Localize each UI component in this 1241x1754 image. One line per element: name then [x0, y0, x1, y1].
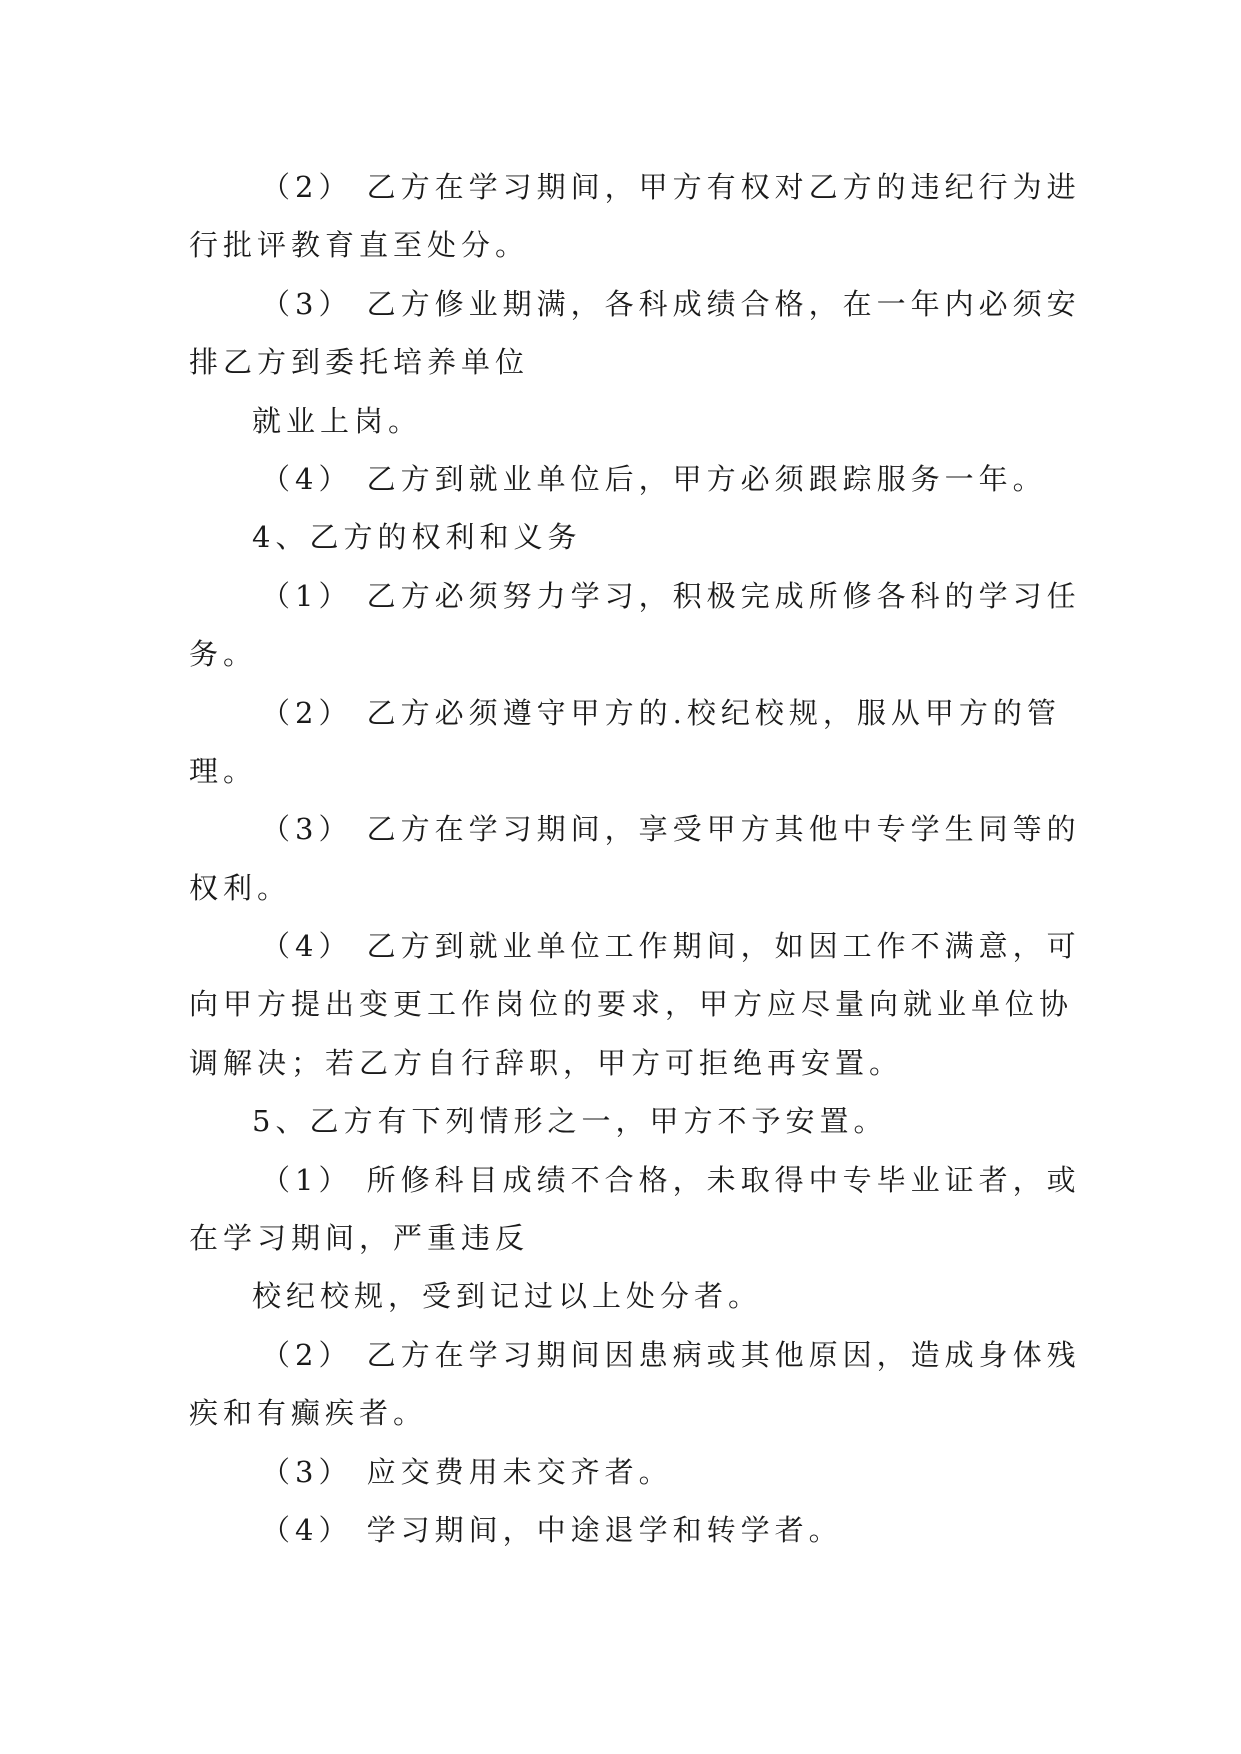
paragraph-line: （2） 乙方在学习期间，甲方有权对乙方的违纪行为进 — [261, 170, 1081, 204]
paragraph-line: （3） 乙方在学习期间，享受甲方其他中专学生同等的 — [261, 812, 1081, 847]
paragraph-line: 校纪校规，受到记过以上处分者。 — [252, 1279, 763, 1314]
paragraph-line: 排乙方到委托培养单位 — [189, 345, 530, 380]
section-heading: 5、乙方有下列情形之一，甲方不予安置。 — [252, 1104, 888, 1139]
paragraph-line: （1） 乙方必须努力学习，积极完成所修各科的学习任 — [261, 578, 1081, 613]
paragraph-line: （3） 乙方修业期满，各科成绩合格，在一年内必须安 — [261, 286, 1081, 321]
paragraph-line: 在学习期间，严重违反 — [189, 1221, 530, 1256]
paragraph-line: 行批评教育直至处分。 — [189, 228, 530, 263]
paragraph-line: （4） 乙方到就业单位后，甲方必须跟踪服务一年。 — [261, 461, 1047, 496]
paragraph-line: （2） 乙方必须遵守甲方的.校纪校规，服从甲方的管 — [261, 695, 1061, 730]
paragraph-line: （1） 所修科目成绩不合格，未取得中专毕业证者，或 — [261, 1162, 1081, 1197]
section-heading: 4、乙方的权利和义务 — [252, 520, 582, 555]
paragraph-line: 理。 — [189, 753, 258, 788]
document-body — [189, 158, 1081, 1559]
paragraph-line: （4） 乙方到就业单位工作期间，如因工作不满意，可 — [261, 929, 1081, 964]
paragraph-line: （4） 学习期间，中途退学和转学者。 — [261, 1512, 843, 1547]
paragraph-line: 疾和有癫疾者。 — [189, 1396, 428, 1431]
paragraph-line: 就业上岗。 — [252, 403, 423, 438]
paragraph-line: 务。 — [189, 637, 258, 672]
paragraph-line: 向甲方提出变更工作岗位的要求，甲方应尽量向就业单位协 — [189, 987, 1074, 1022]
paragraph-line: 调解决；若乙方自行辞职，甲方可拒绝再安置。 — [189, 1045, 904, 1080]
paragraph-line: （2） 乙方在学习期间因患病或其他原因，造成身体残 — [261, 1337, 1081, 1372]
paragraph-line: 权利。 — [189, 870, 292, 905]
paragraph-line: （3） 应交费用未交齐者。 — [261, 1454, 673, 1489]
